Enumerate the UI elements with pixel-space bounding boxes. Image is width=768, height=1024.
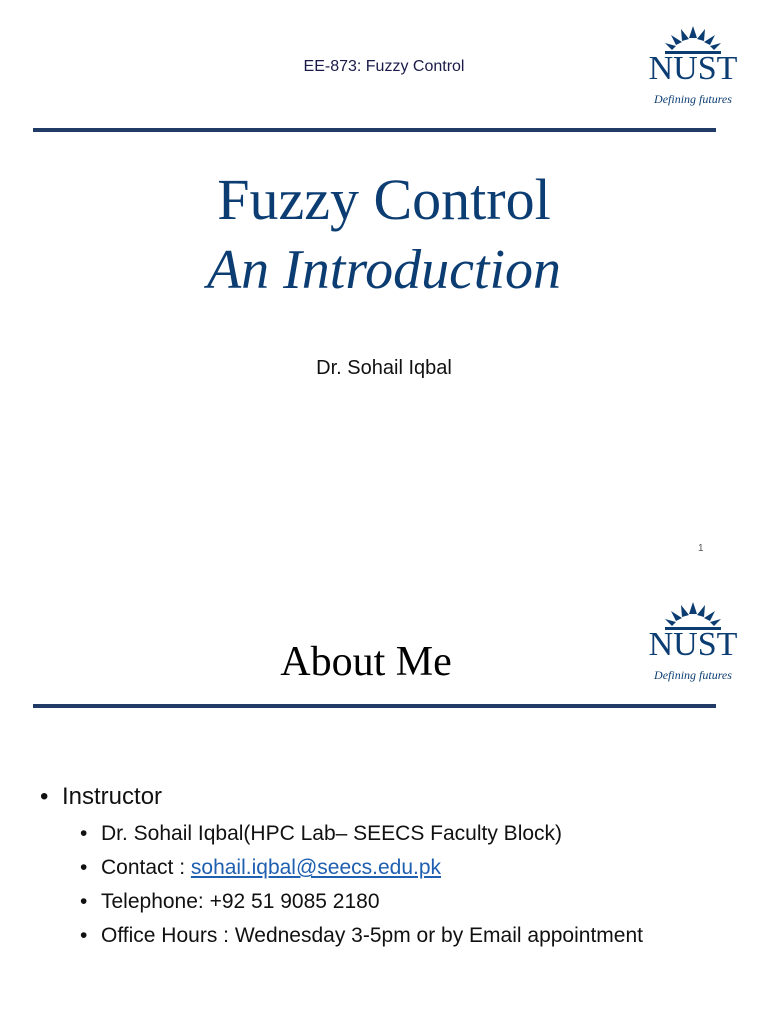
nust-logo <box>635 24 751 114</box>
logo-tagline: Defining futures <box>654 668 732 682</box>
email-link[interactable]: sohail.iqbal@seecs.edu.pk <box>190 856 442 879</box>
page-number: 1 <box>698 543 704 554</box>
contact-label: Contact : <box>101 856 191 879</box>
about-slide <box>0 576 768 1024</box>
sub-bullet-name: • Dr. Sohail Iqbal(HPC Lab– SEECS Faculty Block) <box>80 819 740 848</box>
header-divider <box>33 128 716 132</box>
sub-bullet-office-hours: • Office Hours : Wednesday 3-5pm or by Email appointment <box>80 921 740 950</box>
bullet-instructor: • Instructor <box>40 780 740 814</box>
author-name: Dr. Sohail Iqbal <box>316 357 452 379</box>
logo-tagline: Defining futures <box>654 92 732 106</box>
sub-bullet-list <box>80 819 740 950</box>
course-code: EE-873: Fuzzy Control <box>303 58 465 75</box>
header-divider <box>33 704 716 708</box>
about-title: About Me <box>280 639 452 685</box>
slide-title: Fuzzy Control <box>217 167 551 232</box>
sub-bullet-contact <box>80 853 740 882</box>
logo-wordmark: NUST <box>648 50 738 87</box>
bullet-list <box>40 780 740 950</box>
logo-wordmark: NUST <box>648 626 738 663</box>
sub-bullet-telephone: • Telephone: +92 51 9085 2180 <box>80 887 740 916</box>
slide-subtitle: An Introduction <box>206 239 562 301</box>
